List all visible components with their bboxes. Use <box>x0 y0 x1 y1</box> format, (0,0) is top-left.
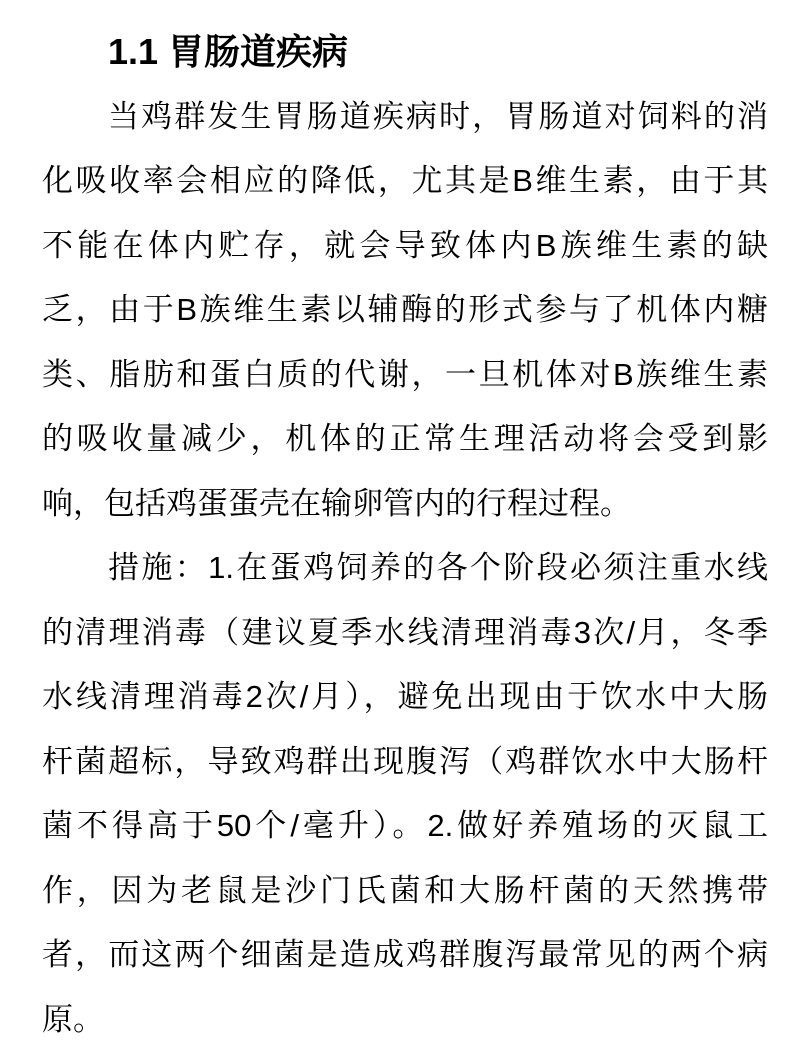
section-heading: 1.1 胃肠道疾病 <box>108 31 349 72</box>
text-line: 措施：1.在蛋鸡饲养的各个阶段必须注重水线 <box>108 550 768 585</box>
text-line: 的清理消毒（建议夏季水线清理消毒3次/月，冬季 <box>42 614 768 650</box>
text-line: 不能在体内贮存，就会导致体内B族维生素的缺 <box>42 227 768 263</box>
text-line: 类、脂肪和蛋白质的代谢，一旦机体对B族维生素 <box>42 356 768 392</box>
text-line: 化吸收率会相应的降低，尤其是B维生素，由于其 <box>42 163 768 198</box>
text-line: 原。 <box>42 1001 104 1037</box>
text-line: 的吸收量减少，机体的正常生理活动将会受到影 <box>42 421 768 456</box>
text-line: 作，因为老鼠是沙门氏菌和大肠杆菌的天然携带 <box>42 872 768 908</box>
text-line: 者，而这两个细菌是造成鸡群腹泻最常见的两个病 <box>42 937 768 972</box>
text-line: 乏，由于B族维生素以辅酶的形式参与了机体内糖 <box>42 292 768 327</box>
text-line: 菌不得高于50个/毫升）。2.做好养殖场的灭鼠工 <box>42 808 768 843</box>
text-line: 响，包括鸡蛋蛋壳在输卵管内的行程过程。 <box>42 485 631 521</box>
text-line: 当鸡群发生胃肠道疾病时，胃肠道对饲料的消 <box>108 98 768 134</box>
text-line: 水线清理消毒2次/月），避免出现由于饮水中大肠 <box>42 679 768 714</box>
text-line: 杆菌超标，导致鸡群出现腹泻（鸡群饮水中大肠杆 <box>42 743 768 779</box>
